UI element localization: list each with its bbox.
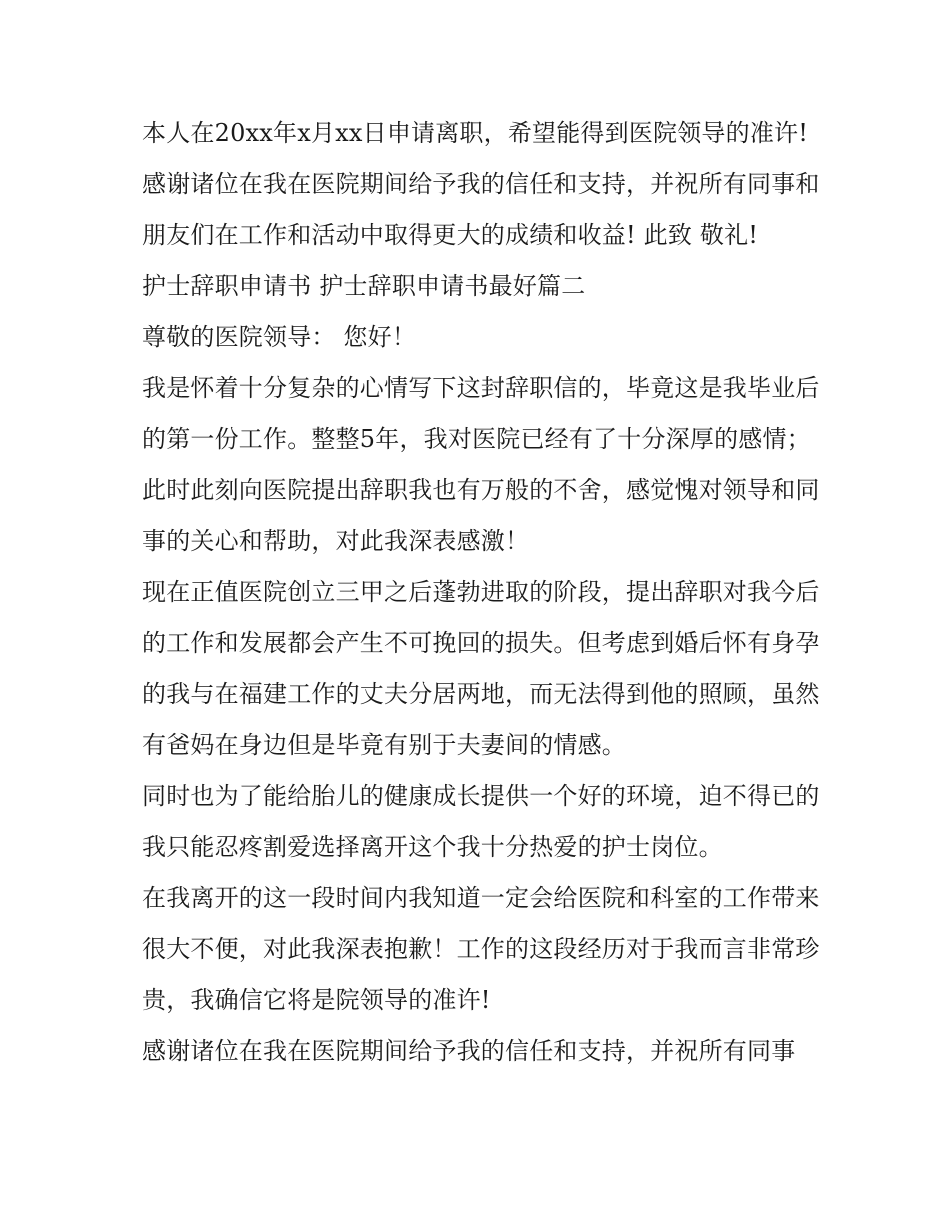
paragraph-resignation-date: 本人在20xx年x月xx日申请离职，希望能得到医院领导的准许!	[142, 119, 809, 147]
paragraph-thanks-closing: 感谢诸位在我在医院期间给予我的信任和支持，并祝所有同事和朋友们在工作和活动中取得更大的成绩和收益! 此致 敬礼!	[142, 170, 820, 249]
paragraph-thanks-repeat: 感谢诸位在我在医院期间给予我的信任和支持，并祝所有同事	[142, 1037, 796, 1065]
document-body	[142, 108, 822, 1077]
salutation: 尊敬的医院领导： 您好！	[142, 323, 417, 351]
paragraph-reason: 现在正值医院创立三甲之后蓬勃进取的阶段，提出辞职对我今后的工作和发展都会产生不可挽回的损失。但考虑到婚后怀有身孕的我与在福建工作的丈夫分居两地，而无法得到他的照顾，虽然有爸妈在身边但是毕竟有别于夫妻间的情感。	[142, 578, 820, 759]
section-heading: 护士辞职申请书 护士辞职申请书最好篇二	[142, 272, 586, 300]
paragraph-decision: 同时也为了能给胎儿的健康成长提供一个好的环境，迫不得已的我只能忍疼割爱选择离开这个我十分热爱的护士岗位。	[142, 782, 820, 861]
paragraph-feelings: 我是怀着十分复杂的心情写下这封辞职信的，毕竟这是我毕业后的第一份工作。整整5年，我对医院已经有了十分深厚的感情；此时此刻向医院提出辞职我也有万般的不舍，感觉愧对领导和同事的关心和帮助，对此我深表感激！	[142, 374, 820, 555]
paragraph-apology: 在我离开的这一段时间内我知道一定会给医院和科室的工作带来很大不便，对此我深表抱歉！工作的这段经历对于我而言非常珍贵，我确信它将是院领导的准许!	[142, 884, 820, 1014]
